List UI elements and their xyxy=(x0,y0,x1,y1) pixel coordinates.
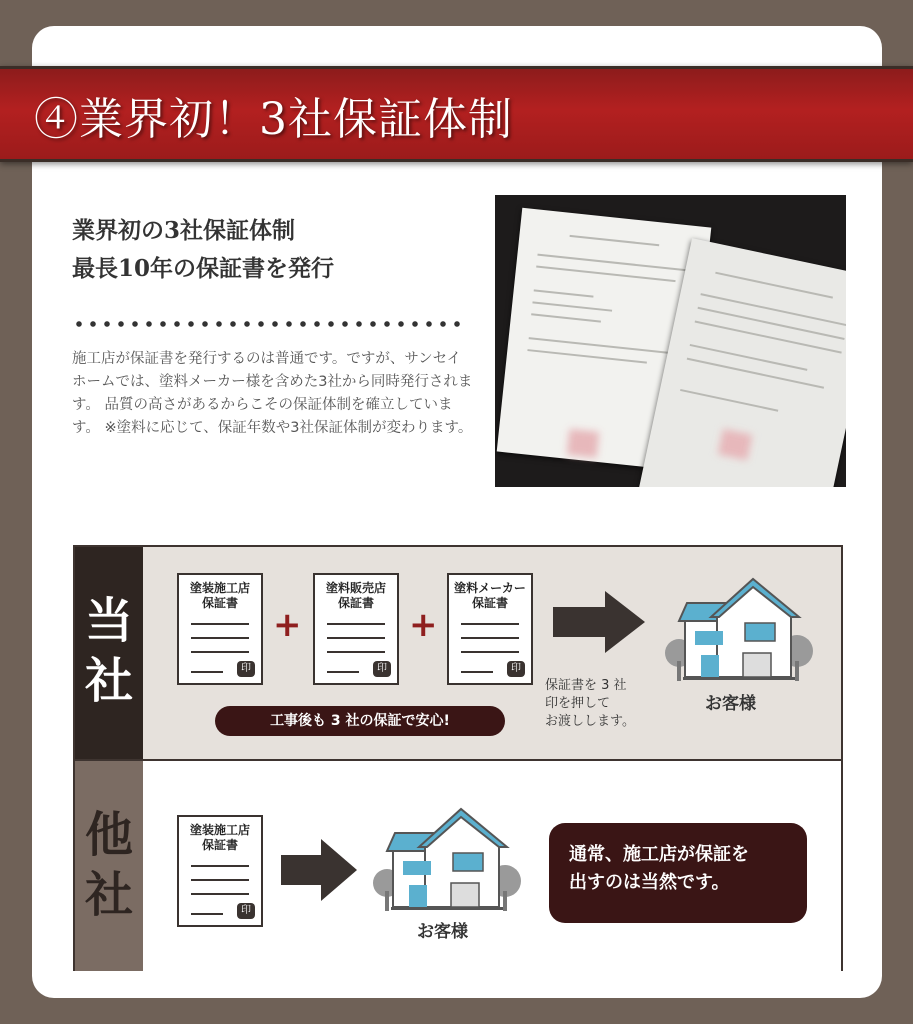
house-icon xyxy=(657,573,819,683)
headline-line-2: 最長10年の保証書を発行 xyxy=(72,255,335,282)
comparison-table xyxy=(73,545,843,971)
row-other-companies xyxy=(75,759,841,971)
label-other-top: 他 xyxy=(84,807,133,863)
reassurance-pill: 工事後も 3 社の保証で安心! xyxy=(215,706,505,736)
house-icon xyxy=(365,803,527,913)
intro-body: 施工店が保証書を発行するのは普通です。ですが、サンセイホームでは、塗料メーカー様を含めた3社から同時発行されます。 品質の高さがあるからこその保証体制を確立しています。 ※塗料に応じて、保証年数や3社保証体制が変わります。 xyxy=(72,351,473,436)
others-message: 通常、施工店が保証を 出すのは当然です。 xyxy=(549,823,807,923)
certificate-contractor xyxy=(177,815,263,927)
certificate-title: 塗料販売店 保証書 xyxy=(325,581,386,610)
delivery-note: 保証書を 3 社 印を押して お渡しします。 xyxy=(545,678,635,729)
certificate-contractor xyxy=(177,573,263,685)
section-banner xyxy=(0,66,913,162)
arrow-right-icon xyxy=(281,839,357,901)
seal-icon: 印 xyxy=(507,661,525,677)
certificate-title: 塗装施工店 保証書 xyxy=(189,581,250,610)
label-our-bottom: 社 xyxy=(84,653,133,709)
certificate-dealer xyxy=(313,573,399,685)
certificate-manufacturer xyxy=(447,573,533,685)
headline-line-1: 業界初の3社保証体制 xyxy=(72,217,296,244)
row-our-company xyxy=(75,547,841,759)
dotted-divider xyxy=(72,320,464,328)
certificate-title: 塗装施工店 保証書 xyxy=(189,823,250,852)
plus-icon: + xyxy=(409,605,438,645)
seal-icon: 印 xyxy=(237,661,255,677)
label-our-top: 当 xyxy=(84,593,133,649)
seal-icon: 印 xyxy=(237,903,255,919)
label-our-company xyxy=(75,547,143,759)
intro-headline xyxy=(72,212,334,288)
arrow-right-icon xyxy=(553,591,645,653)
certificate-title: 塗料メーカー 保証書 xyxy=(454,581,526,610)
customer-label: お客様 xyxy=(705,694,756,714)
label-other-companies xyxy=(75,761,143,971)
customer-label: お客様 xyxy=(417,922,468,942)
banner-title: ④業界初！3社保証体制 xyxy=(34,94,513,145)
plus-icon: + xyxy=(273,605,302,645)
label-other-bottom: 社 xyxy=(84,867,133,923)
seal-icon: 印 xyxy=(373,661,391,677)
certificate-photo xyxy=(495,195,846,487)
